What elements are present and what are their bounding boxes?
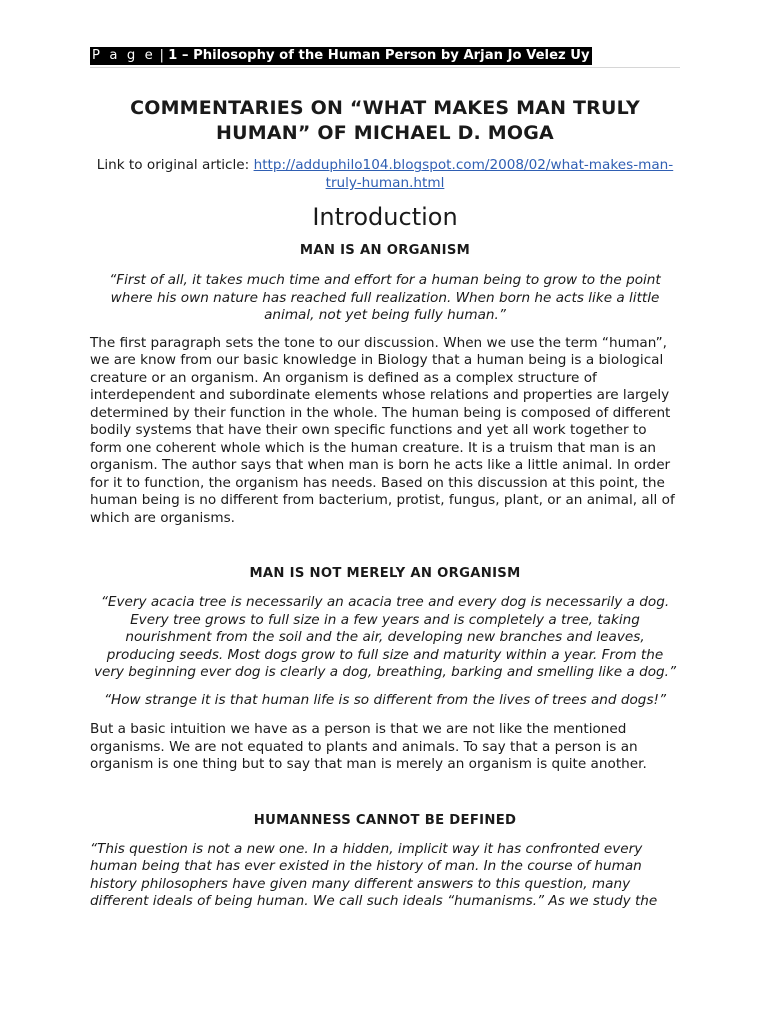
page-number: 1 [168, 48, 178, 63]
article-link-line [90, 156, 680, 192]
section-title-organism: MAN IS AN ORGANISM [299, 243, 471, 258]
page-header [90, 47, 592, 65]
paragraph-organism: The first paragraph sets the tone to our discussion. When we use the term “human”, we are know from our basic knowledge in Biology that a human being is a biological creature or an organism. An organism is defined as a complex structure of interdependent and subordinate elements whose relations and properties are largely determined by their function in the whole. The human being is composed of different bodily systems that have their own specific functions and yet all work together to form one coherent whole which is the human creature. It is a truism that man is an organism. The author says that when man is born he acts like a little animal. In order for it to function, the organism has needs. Based on this discussion at this point, the human being is no different from bacterium, protist, fungus, plant, or an animal, all of which are organisms. [90, 334, 675, 526]
quote-organism: “First of all, it takes much time and effort for a human being to grow to the point where his own nature has reached full realization. When born he acts like a little animal, not yet being fully human.” [109, 272, 661, 323]
quote-humanness: “This question is not a new one. In a hidden, implicit way it has confronted every human being that has ever existed in the history of man. In the course of human history philosophers have given many different answers to this question, many different ideals of being human. We call such ideals “humanisms.” As we study the [90, 840, 658, 909]
introduction-heading: Introduction [312, 203, 458, 231]
quote-strange: “How strange it is that human life is so different from the lives of trees and dogs!” [103, 691, 667, 708]
page-label: P a g e [92, 48, 156, 63]
link-label: Link to original article: [96, 157, 254, 173]
header-title: – Philosophy of the Human Person by Arjan Jo Velez Uy [177, 48, 590, 63]
header-separator: | [155, 48, 169, 63]
paragraph-not-merely: But a basic intuition we have as a person is that we are not like the mentioned organisms. We are not equated to plants and animals. To say that a person is an organism is one thing but to say that man is merely an organism is quite another. [90, 721, 647, 772]
document-page [90, 44, 680, 911]
quote-acacia: “Every acacia tree is necessarily an acacia tree and every dog is necessarily a dog. Every tree grows to full size in a few years and is completely a tree, taking nourishment from the soil and the air, developing new branches and leaves, producing seeds. Most dogs grow to full size and maturity within a year. From the very beginning ever dog is clearly a dog, breathing, barking and smelling like a dog.” [93, 594, 677, 680]
section-title-humanness: HUMANNESS CANNOT BE DEFINED [253, 812, 517, 828]
header-divider [90, 67, 680, 68]
section-title-not-merely: MAN IS NOT MERELY AN ORGANISM [249, 566, 521, 581]
document-title: COMMENTARIES ON “WHAT MAKES MAN TRULY HUMAN” OF MICHAEL D. MOGA [130, 97, 640, 144]
article-link[interactable]: http://adduphilo104.blogspot.com/2008/02/what-makes-man-truly-human.html [253, 157, 674, 191]
